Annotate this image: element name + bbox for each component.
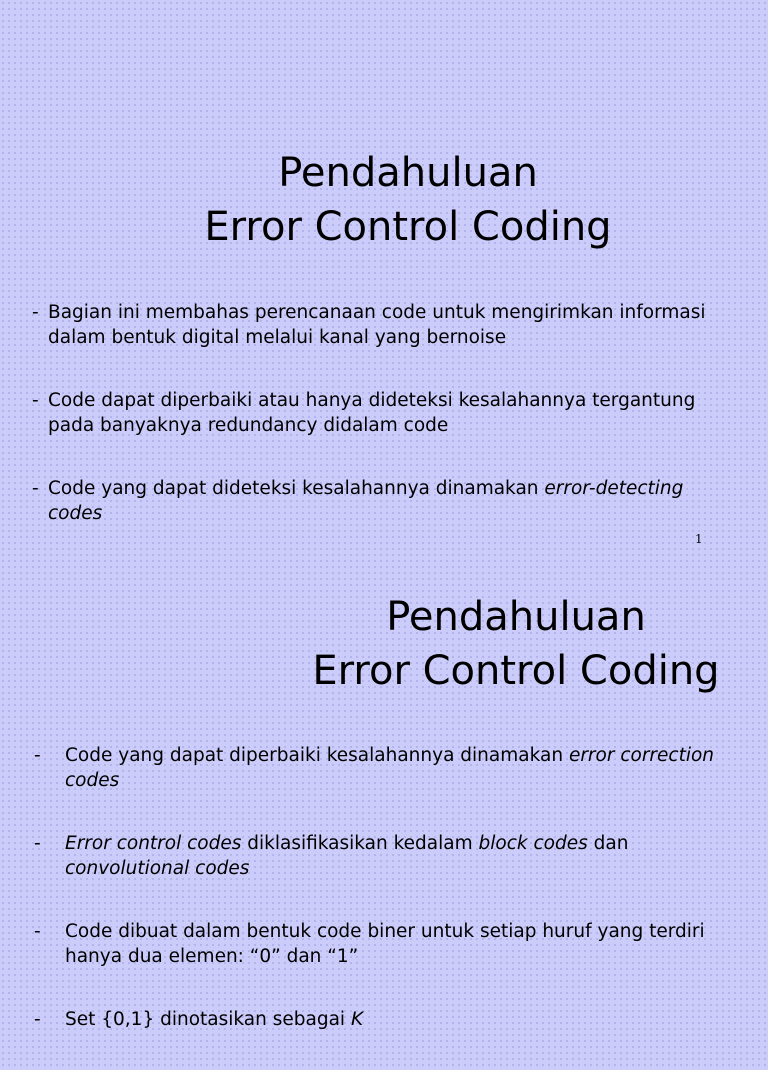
bullet-item [32, 476, 732, 526]
bullet-text-italic: error-detecting codes [48, 478, 684, 524]
bullet-dash: - [32, 478, 39, 499]
bullet-text: Code yang dapat dideteksi kesalahannya dinamakan [48, 478, 545, 499]
slide-title [180, 146, 636, 254]
bullet-text: Code dibuat dalam bentuk code biner untuk setiap huruf yang terdiri hanya dua elemen: “0” dan “1” [65, 921, 705, 967]
bullet-text: Code dapat diperbaiki atau hanya dideteksi kesalahannya tergantung pada banyaknya redundancy didalam code [48, 390, 696, 436]
bullet-text-italic: convolutional codes [65, 858, 250, 879]
bullet-text-italic: error correction codes [65, 745, 715, 791]
bullet-dash: - [32, 390, 39, 411]
slide-title [290, 590, 742, 698]
bullet-dash: - [34, 921, 41, 942]
bullet-item [34, 1007, 734, 1032]
bullet-text-italic: block codes [478, 833, 588, 854]
title-line-2: Error Control Coding [312, 648, 720, 694]
bullet-text: Set {0,1} dinotasikan sebagai [65, 1009, 351, 1030]
bullet-text-italic: K [350, 1009, 364, 1030]
title-line-2: Error Control Coding [204, 204, 612, 250]
bullet-item [32, 388, 732, 438]
bullet-dash: - [34, 745, 41, 766]
bullet-text: Bagian ini membahas perencanaan code untuk mengirimkan informasi dalam bentuk digital melalui kanal yang bernoise [48, 302, 706, 348]
bullet-list [32, 300, 732, 564]
bullet-item [34, 743, 734, 793]
bullet-text: diklasifikasikan kedalam [241, 833, 479, 854]
title-line-1: Pendahuluan [386, 594, 646, 640]
bullet-list [34, 743, 734, 1070]
bullet-dash: - [32, 302, 39, 323]
bullet-item [34, 919, 734, 969]
bullet-dash: - [34, 1009, 41, 1030]
slide-2 [0, 560, 768, 1030]
bullet-item [34, 831, 734, 881]
title-line-1: Pendahuluan [278, 150, 538, 196]
bullet-item [32, 300, 732, 350]
page-number: 1 [695, 532, 703, 546]
bullet-text: dan [587, 833, 629, 854]
bullet-text: Code yang dapat diperbaiki kesalahannya dinamakan [65, 745, 569, 766]
bullet-text-italic: Error control codes [65, 833, 242, 854]
bullet-dash: - [34, 833, 41, 854]
